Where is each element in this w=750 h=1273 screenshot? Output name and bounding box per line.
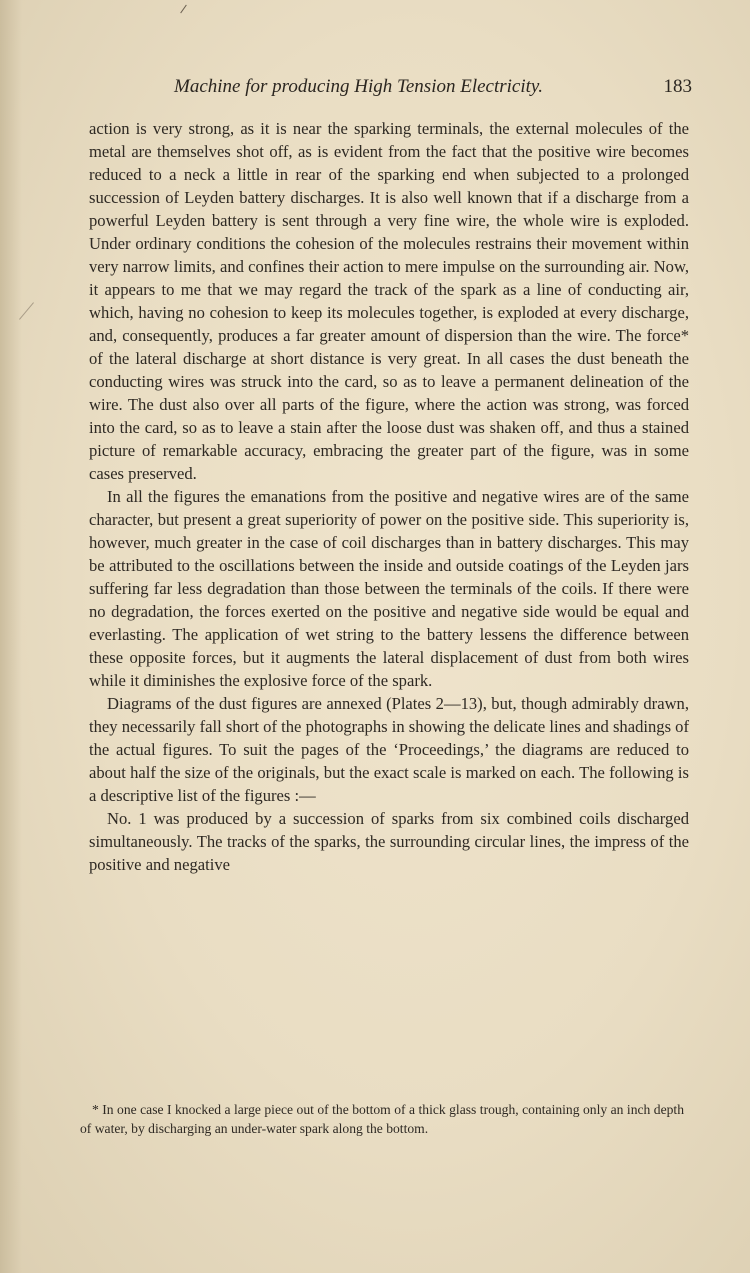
binding-shadow [0, 0, 22, 1273]
paragraph-continuation: action is very strong, as it is near the sparking terminals, the external molecules of the metal are themselves shot off, as is evident from the fact that the positive wire becomes reduced to a neck a little in rear of the sparking end when subjected to a prolonged succession of Leyden battery discharges. It is also well known that if a discharge from a powerful Leyden battery is sent through a very fine wire, the whole wire is exploded. Under ordinary conditions the cohesion of the molecules restrains their movement within very narrow limits, and confines their action to mere impulse on the surrounding air. Now, it appears to me that we may regard the track of the spark as a line of conducting air, which, having no cohesion to keep its molecules together, is exploded at every discharge, and, consequently, produces a far greater amount of dispersion than the wire. The force* of the lateral discharge at short distance is very great. In all cases the dust beneath the conducting wires was struck into the card, so as to leave a permanent delineation of the wire. The dust also over all parts of the figure, where the action was strong, was forced into the card, so as to leave a stain after the loose dust was shaken off, and thus a stained picture of remarkable accuracy, embracing the greater part of the figure, was in some cases preserved. [89, 119, 689, 483]
paragraph-emanations: In all the figures the emanations from the positive and negative wires are of the same character, but present a great superiority of power on the positive side. This superiority is, however, much greater in the case of coil discharges than in battery discharges. This may be attributed to the oscillations between the inside and outside coatings of the Leyden jars suffering far less degradation than those between the terminals of the coils. If there were no degradation, the forces exerted on the positive and negative side would be equal and everlasting. The application of wet string to the battery lessens the difference between these opposite forces, but it augments the lateral displacement of dust from both wires while it diminishes the explosive force of the spark. [89, 487, 689, 690]
page-number: 183 [663, 76, 692, 97]
paragraph-diagrams: Diagrams of the dust figures are annexed (Plates 2—13), but, though admirably drawn, they necessarily fall short of the photographs in showing the delicate lines and shadings of the actual figures. To suit the pages of the ‘Proceedings,’ the diagrams are reduced to about half the size of the originals, but the exact scale is marked on each. The following is a descriptive list of the figures :— [89, 694, 690, 805]
body-text [89, 117, 689, 876]
paragraph-figure-1: No. 1 was produced by a succession of sparks from six combined coils discharged simultaneously. The tracks of the sparks, the surrounding circular lines, the impress of the positive and negative [89, 809, 689, 874]
margin-pencil-mark [180, 5, 187, 14]
running-head [88, 76, 692, 104]
footnote-text: * In one case I knocked a large piece out of the bottom of a thick glass trough, containing only an inch depth of water, by discharging an under-water spark along the bottom. [80, 1102, 684, 1136]
footnote [80, 1100, 684, 1138]
running-title: Machine for producing High Tension Electricity. [174, 76, 544, 97]
